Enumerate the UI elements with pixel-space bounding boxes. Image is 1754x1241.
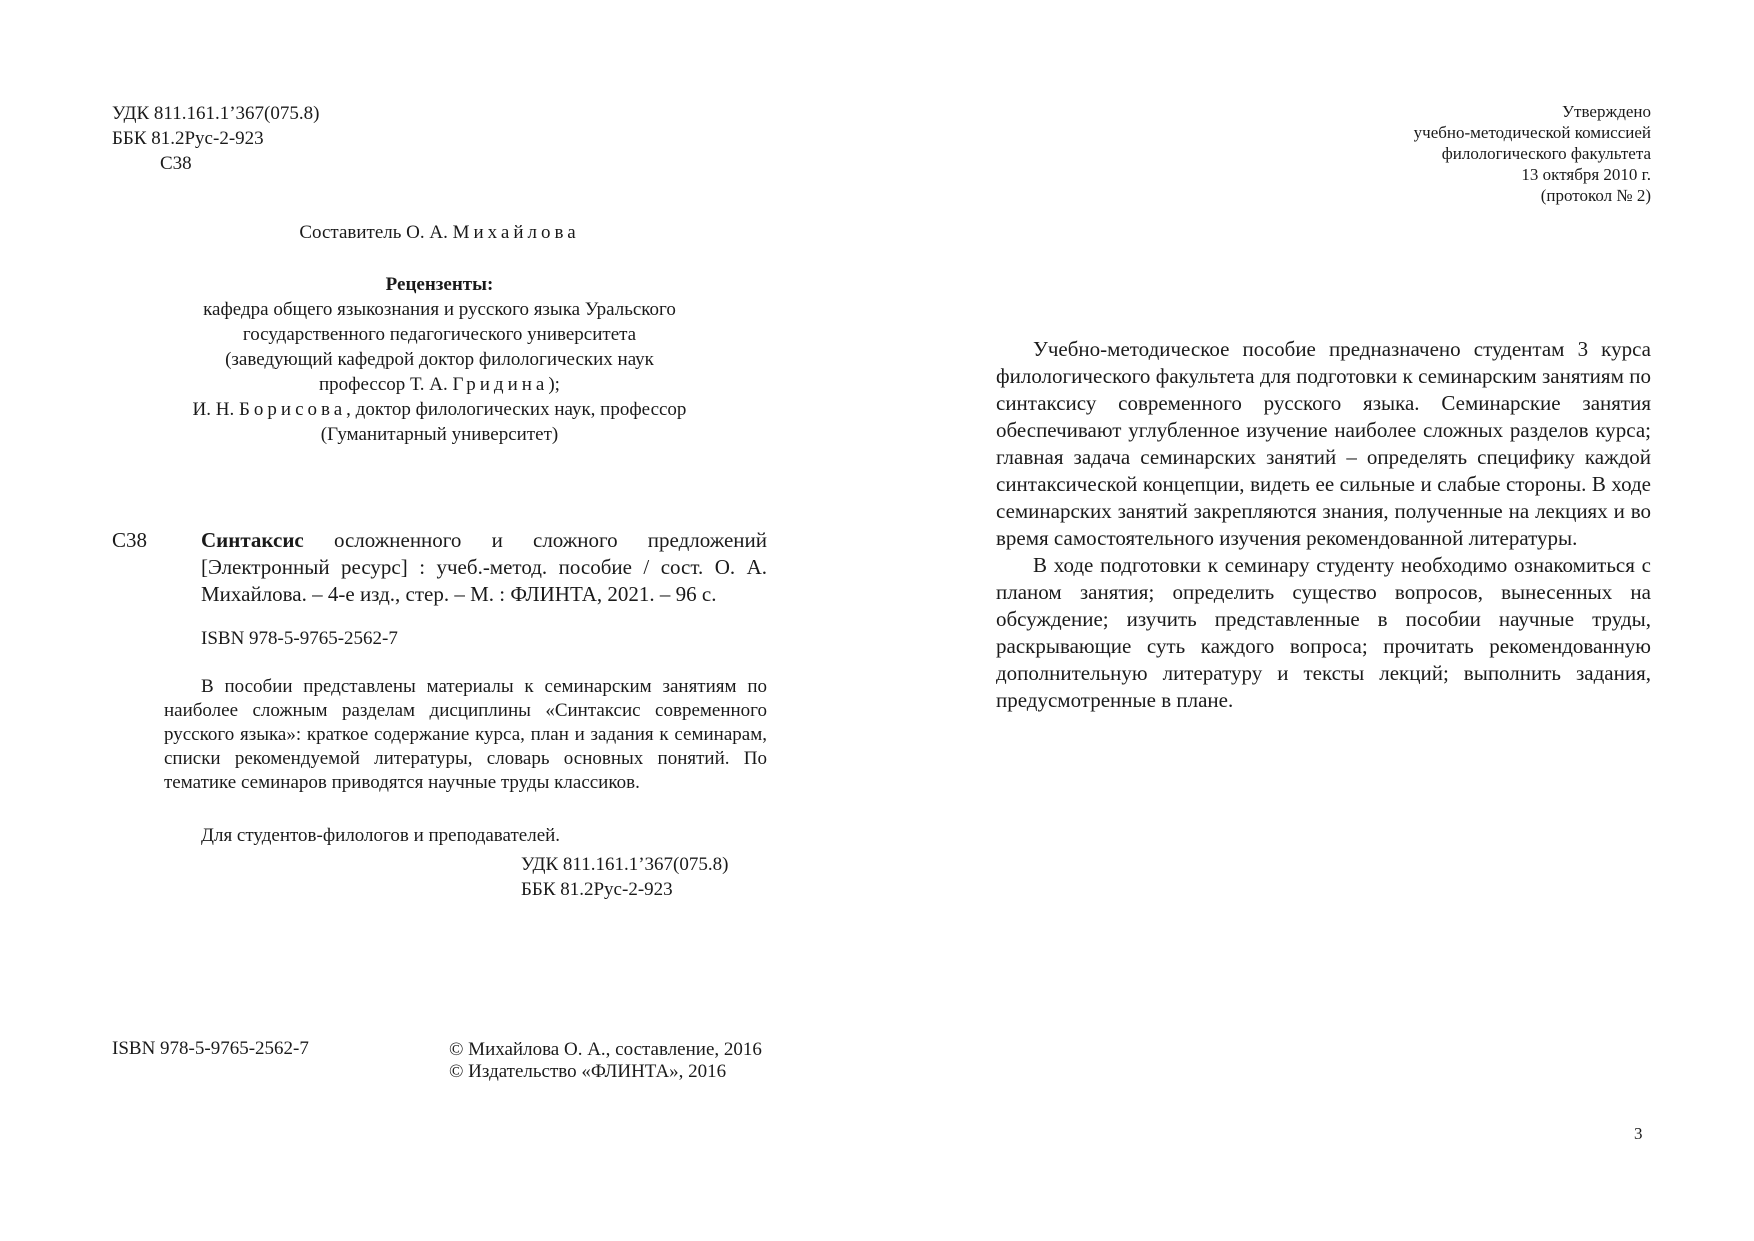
approval-line-1: Утверждено: [1562, 102, 1651, 121]
biblio-title: Синтаксис: [201, 528, 304, 552]
bbk-code-bottom: ББК 81.2Рус-2-923: [521, 879, 673, 900]
compiler-surname: Михайлова: [452, 222, 580, 243]
compiler-label: Составитель О. А.: [299, 222, 448, 243]
audience-line: Для студентов-филологов и преподавателей.: [201, 825, 561, 846]
purpose-text: [996, 336, 1651, 714]
isbn-footer: ISBN 978-5-9765-2562-7: [112, 1038, 309, 1059]
copyright-block: [449, 1039, 762, 1083]
reviewer1-line3: (заведующий кафедрой доктор филологических наук: [225, 349, 654, 370]
udk-code: УДК 811.161.1’367(075.8): [112, 103, 320, 124]
annotation: [164, 675, 767, 795]
purpose-paragraph-1: Учебно-методическое пособие предназначено студентам 3 курса филологического факультета для подготовки к семинарским занятиям по синтаксису современного русского языка. Семинарские занятия обеспечивают углубленное изучение наиболее сложных разделов курса; главная задача семинарских занятий – определять специфику каждой синтаксической концепции, видеть ее сильные и слабые стороны. В ходе семинарских занятий закрепляются знания, полученные на лекциях и во время самостоятельного изучения рекомендованной литературы.: [996, 337, 1651, 550]
reviewer1-title: профессор Т. А.: [319, 374, 448, 395]
reviewer1-line1: кафедра общего языкознания и русского языка Уральского: [203, 299, 676, 320]
reviewer1-line2: государственного педагогического университета: [242, 324, 637, 345]
bibliographic-record: [201, 527, 767, 608]
reviewer2-line: [112, 397, 767, 422]
approval-block: [1414, 101, 1651, 206]
reviewer1-name: Гридина: [452, 374, 549, 395]
copyright-publisher: © Издательство «ФЛИНТА», 2016: [449, 1061, 727, 1082]
author-mark: С38: [160, 153, 192, 174]
reviewer2-initials: И. Н.: [192, 399, 235, 420]
biblio-author-mark: С38: [112, 528, 148, 552]
udk-code-bottom: УДК 811.161.1’367(075.8): [521, 854, 729, 875]
reviewer2-suffix: , доктор филологических наук, профессор: [346, 399, 687, 420]
page-number: 3: [1634, 1124, 1643, 1143]
compiler-line: [112, 222, 767, 244]
copyright-author: © Михайлова О. А., составление, 2016: [449, 1039, 762, 1060]
reviewer1-suffix: );: [548, 374, 560, 395]
classification-codes-bottom: [521, 852, 728, 902]
biblio-details: осложненного и сложного предложений [Электронный ресурс] : учеб.-метод. пособие / сост. О. А. Михайлова. – 4-е изд., стер. – М. : ФЛИНТА, 2021. – 96 с.: [201, 528, 767, 606]
approval-line-5: (протокол № 2): [1540, 186, 1651, 205]
reviewer2-affiliation: (Гуманитарный университет): [320, 424, 559, 445]
reviewer1-line4: [112, 372, 767, 397]
reviewers-block: [112, 272, 767, 447]
approval-line-4: 13 октября 2010 г.: [1521, 165, 1651, 184]
annotation-text: В пособии представлены материалы к семинарским занятиям по наиболее сложным разделам дисциплины «Синтаксис современного русского языка»: краткое содержание курса, план и задания к семинарам, списки рекомендуемой литературы, словарь основных понятий. По тематике семинаров приводятся научные труды классиков.: [164, 676, 767, 793]
approval-line-2: учебно-методической комиссией: [1413, 123, 1651, 142]
purpose-paragraph-2: В ходе подготовки к семинару студенту необходимо ознакомиться с планом занятия; определить существо вопросов, вынесенных на обсуждение; изучить представленные в пособии научные труды, раскрывающие суть каждого вопроса; прочитать рекомендованную дополнительную литературу и тексты лекций; выполнить задания, предусмотренные в плане.: [996, 553, 1651, 712]
reviewers-heading: Рецензенты:: [385, 274, 494, 295]
reviewer2-name: Борисова: [239, 399, 347, 420]
isbn-record: ISBN 978-5-9765-2562-7: [201, 628, 398, 649]
classification-codes: [112, 101, 319, 176]
bbk-code: ББК 81.2Рус-2-923: [112, 128, 264, 149]
approval-line-3: филологического факультета: [1441, 144, 1651, 163]
